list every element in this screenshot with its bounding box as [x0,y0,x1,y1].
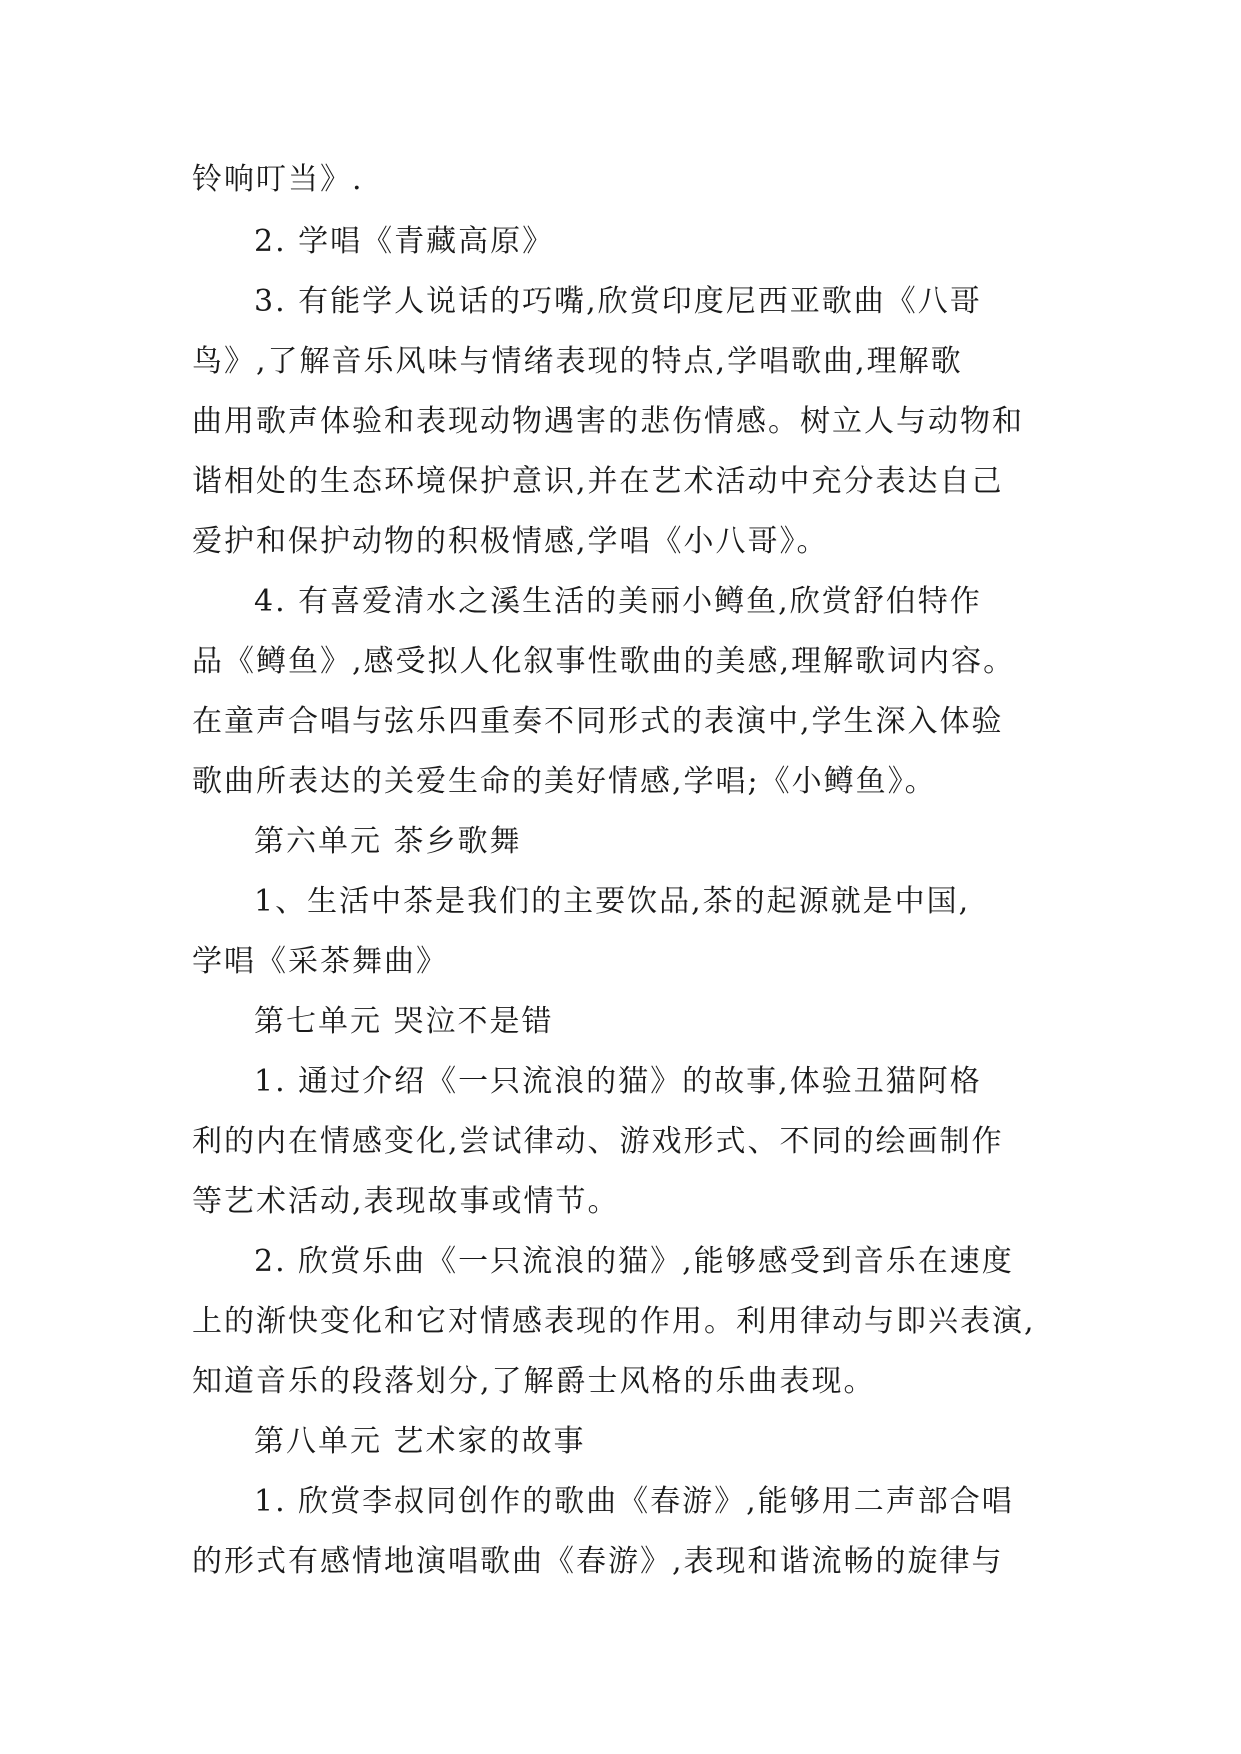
text-line: 鸟》,了解音乐风味与情绪表现的特点,学唱歌曲,理解歌 [192,344,963,379]
section-heading: 第八单元 艺术家的故事 [254,1424,586,1459]
text-line: 上的渐快变化和它对情感表现的作用。利用律动与即兴表演, [192,1304,1036,1339]
text-line: 爱护和保护动物的积极情感,学唱《小八哥》。 [192,524,829,559]
list-item: 4. 有喜爱清水之溪生活的美丽小鳟鱼,欣赏舒伯特作 [254,584,982,619]
list-item: 1. 欣赏李叔同创作的歌曲《春游》,能够用二声部合唱 [254,1484,1014,1519]
text-line: 知道音乐的段落划分,了解爵士风格的乐曲表现。 [192,1364,876,1399]
list-item: 2. 学唱《青藏高原》 [254,224,555,259]
list-item: 3. 有能学人说话的巧嘴,欣赏印度尼西亚歌曲《八哥 [254,284,982,319]
text-line: 利的内在情感变化,尝试律动、游戏形式、不同的绘画制作 [192,1124,1004,1159]
text-line: 歌曲所表达的关爱生命的美好情感,学唱;《小鳟鱼》。 [192,764,937,799]
text-line: 的形式有感情地演唱歌曲《春游》,表现和谐流畅的旋律与 [192,1544,1004,1579]
list-item: 1. 通过介绍《一只流浪的猫》的故事,体验丑猫阿格 [254,1064,982,1099]
section-heading: 第七单元 哭泣不是错 [254,1004,554,1039]
text-line: 品《鳟鱼》,感受拟人化叙事性歌曲的美感,理解歌词内容。 [192,644,1016,679]
text-line: 铃响叮当》. [192,162,364,197]
text-line: 曲用歌声体验和表现动物遇害的悲伤情感。树立人与动物和 [192,404,1024,439]
text-line: 等艺术活动,表现故事或情节。 [192,1184,620,1219]
section-heading: 第六单元 茶乡歌舞 [254,824,522,859]
list-item: 1、生活中茶是我们的主要饮品,茶的起源就是中国, [254,884,971,919]
text-line: 学唱《采茶舞曲》 [192,944,448,979]
text-line: 在童声合唱与弦乐四重奏不同形式的表演中,学生深入体验 [192,704,1004,739]
list-item: 2. 欣赏乐曲《一只流浪的猫》,能够感受到音乐在速度 [254,1244,1014,1279]
text-line: 谐相处的生态环境保护意识,并在艺术活动中充分表达自己 [192,464,1004,499]
